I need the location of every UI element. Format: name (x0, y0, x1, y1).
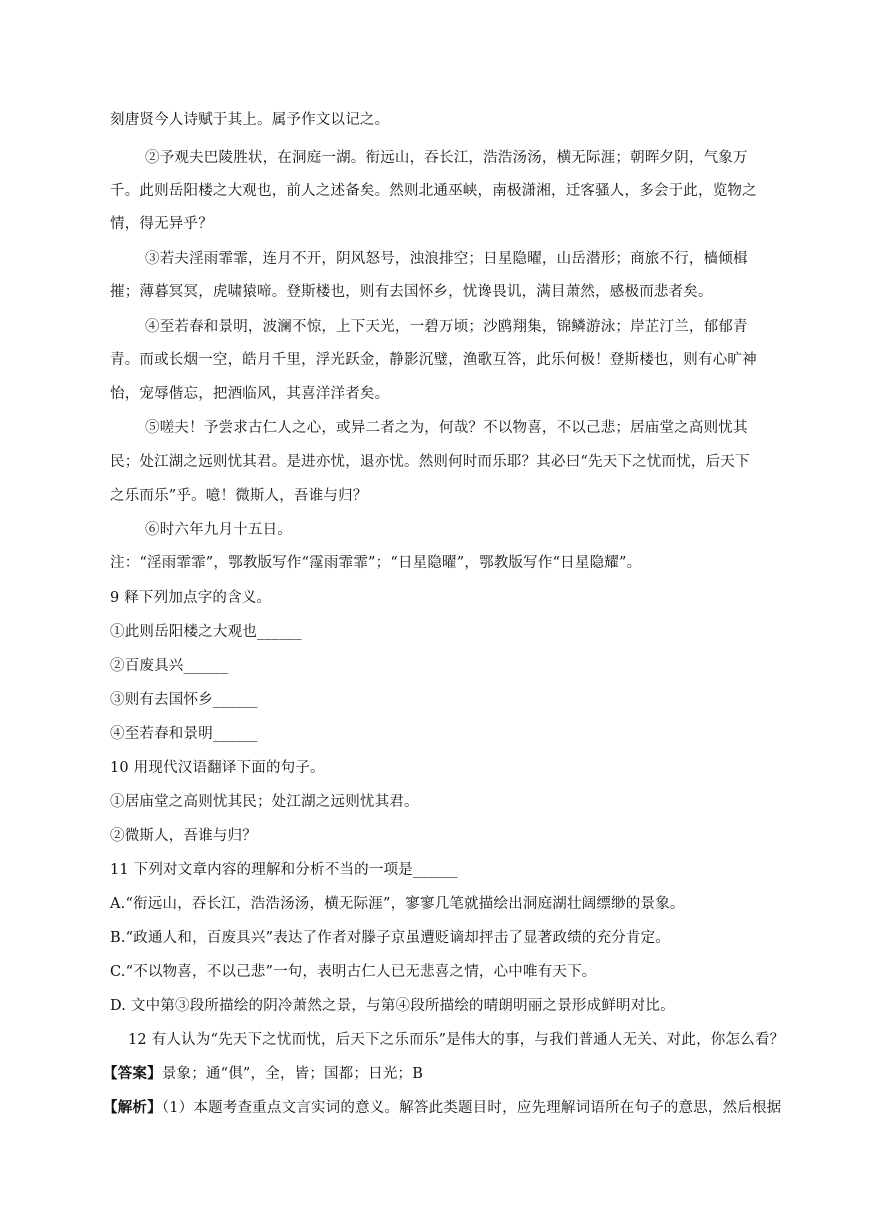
question-11-option-a: A.“衔远山，吞长江，浩浩汤汤，横无际涯”，寥寥几笔就描绘出洞庭湖壮阔缥缈的景象。 (110, 896, 685, 912)
question-10-item: ②微斯人，吾谁与归？ (110, 828, 257, 844)
passage-line: 民；处江湖之远则忧其君。是进亦忧，退亦忧。然则何时而乐耶？其必曰“先天下之忧而忧，后天下 (110, 454, 750, 470)
question-9-item: ③则有去国怀乡______ (110, 692, 258, 708)
passage-para-4: ④至若春和景明，波澜不惊，上下天光，一碧万顷；沙鸥翔集，锦鳞游泳；岸芷汀兰，郁郁青 (145, 319, 748, 335)
question-9-item: ④至若春和景明______ (110, 726, 258, 742)
passage-line: 之乐而乐”乎。噫！微斯人，吾谁与归？ (110, 488, 368, 504)
passage-line: 情，得无异乎？ (110, 216, 213, 232)
question-11-option-c: C.“不以物喜，不以己悲”一句，表明古仁人已无悲喜之情，心中唯有天下。 (110, 964, 597, 980)
answer-text: 景象；通“俱”，全，皆；国都；日光；B (161, 1066, 424, 1082)
question-9-item: ①此则岳阳楼之大观也______ (110, 624, 302, 640)
question-11-option-d: D. 文中第③段所描绘的阴冷萧然之景，与第④段所描绘的晴朗明丽之景形成鲜明对比。 (110, 998, 675, 1014)
analysis-label: 【解析】 (103, 1099, 162, 1116)
question-9-stem: 9 释下列加点字的含义。 (110, 590, 272, 606)
question-10-stem: 10 用现代汉语翻译下面的句子。 (110, 760, 325, 776)
passage-line: 青。而或长烟一空，皓月千里，浮光跃金，静影沉璧，渔歌互答，此乐何极！登斯楼也，则有心旷神 (110, 352, 757, 368)
passage-para-5: ⑤嗟夫！予尝求古仁人之心，或异二者之为，何哉？不以物喜，不以己悲；居庙堂之高则忧其 (145, 420, 748, 436)
question-9-item: ②百废具兴______ (110, 658, 229, 674)
answer-label: 【答案】 (103, 1065, 162, 1082)
passage-para-3: ③若夫淫雨霏霏，连月不开，阴风怒号，浊浪排空；日星隐曜，山岳潜形；商旅不行，樯倾楫 (145, 251, 748, 267)
question-11-stem: 11 下列对文章内容的理解和分析不当的一项是______ (110, 862, 458, 878)
question-11-option-b: B.“政通人和，百废具兴”表达了作者对滕子京虽遭贬谪却抨击了显著政绩的充分肯定。 (110, 930, 671, 946)
passage-line: 摧；薄暮冥冥，虎啸猿啼。登斯楼也，则有去国怀乡，忧谗畏讥，满目萧然，感极而悲者矣。 (110, 284, 713, 300)
question-10-item: ①居庙堂之高则忧其民；处江湖之远则忧其君。 (110, 794, 419, 810)
note: 注：“淫雨霏霏”，鄂教版写作“霪雨霏霏”；“日星隐曜”，鄂教版写作“日星隐耀”。 (110, 555, 642, 571)
analysis-line (103, 1098, 781, 1118)
passage-line: 千。此则岳阳楼之大观也，前人之述备矣。然则北通巫峡，南极潇湘，迁客骚人，多会于此，览物之 (110, 183, 757, 199)
analysis-text: （1）本题考查重点文言实词的意义。解答此类题目时，应先理解词语所在句子的意思，然后根据 (161, 1100, 782, 1116)
passage-line: 怡，宠辱偕忘，把酒临风，其喜洋洋者矣。 (110, 386, 390, 402)
passage-line: 刻唐贤今人诗赋于其上。属予作文以记之。 (110, 112, 390, 128)
passage-para-2: ②予观夫巴陵胜状，在洞庭一湖。衔远山，吞长江，浩浩汤汤，横无际涯；朝晖夕阴，气象万 (145, 150, 748, 166)
answer-line (103, 1064, 423, 1084)
passage-para-6: ⑥时六年九月十五日。 (145, 522, 292, 538)
question-12-stem: 12 有人认为“先天下之忧而忧，后天下之乐而乐”是伟大的事，与我们普通人无关、对此，你怎么看？ (128, 1032, 785, 1048)
